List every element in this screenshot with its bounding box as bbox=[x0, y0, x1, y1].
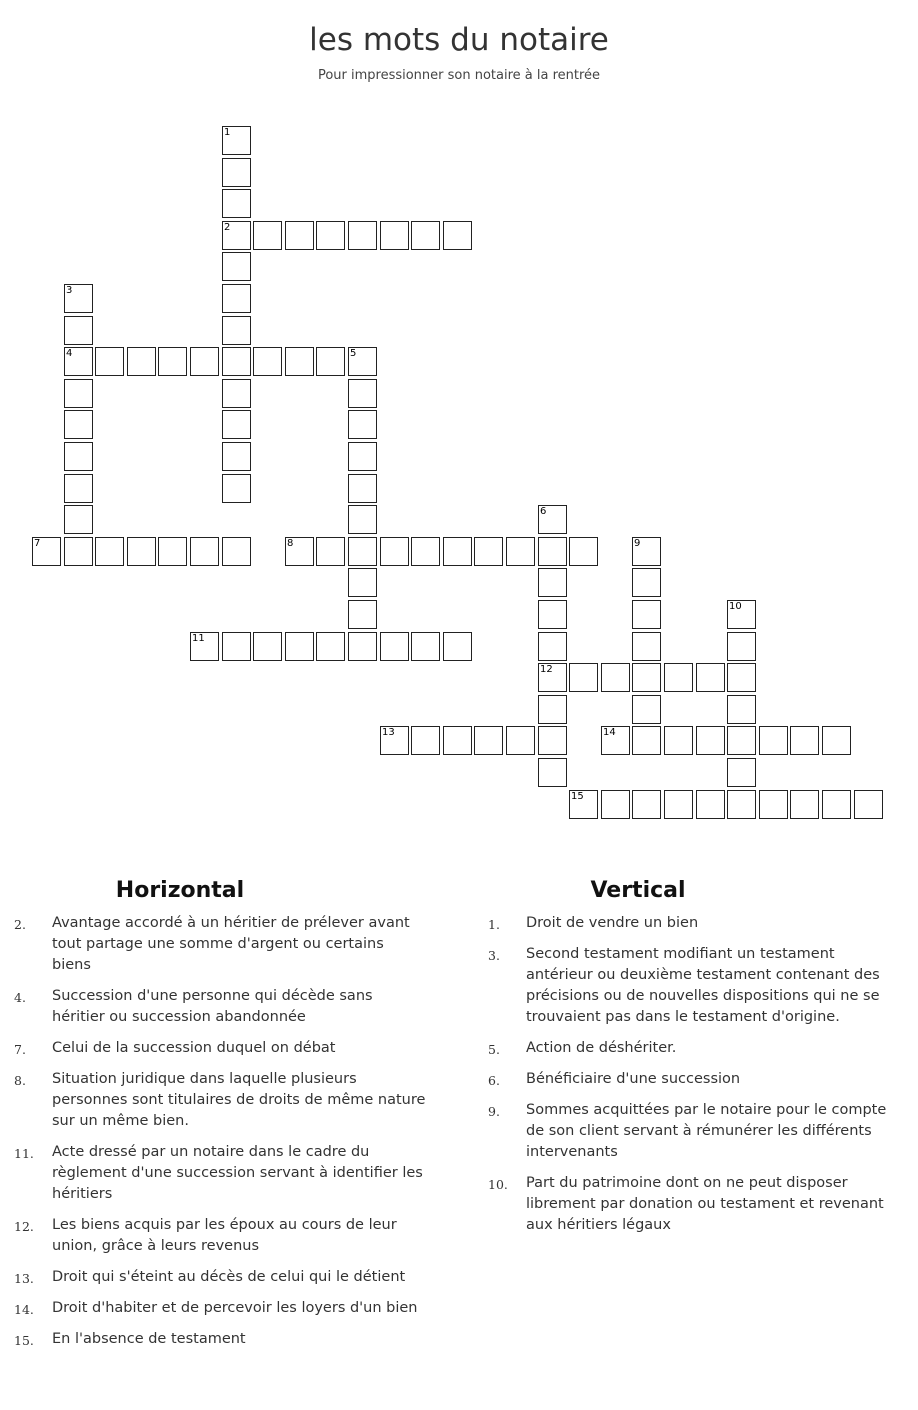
clue-item bbox=[488, 1100, 902, 1163]
grid-clue-number: 7 bbox=[34, 538, 41, 549]
clue-text: Bénéficiaire d'une succession bbox=[526, 1071, 741, 1087]
grid-cell[interactable] bbox=[380, 632, 409, 661]
grid-cell[interactable] bbox=[190, 347, 219, 376]
grid-cell[interactable] bbox=[253, 221, 282, 250]
grid-cell[interactable] bbox=[127, 537, 156, 566]
clue-item bbox=[488, 1173, 902, 1236]
grid-cell[interactable] bbox=[316, 347, 345, 376]
grid-cell[interactable] bbox=[190, 632, 219, 661]
clue-number: 12. bbox=[14, 1219, 34, 1234]
clue-item bbox=[488, 913, 902, 934]
grid-clue-number: 5 bbox=[350, 348, 357, 359]
clue-item bbox=[14, 986, 426, 1028]
grid-cell[interactable] bbox=[538, 695, 567, 724]
vertical-heading: Vertical bbox=[590, 878, 686, 903]
grid-cell[interactable] bbox=[64, 442, 93, 471]
grid-cell[interactable] bbox=[443, 221, 472, 250]
grid-cell[interactable] bbox=[127, 347, 156, 376]
grid-cell[interactable] bbox=[222, 379, 251, 408]
grid-cell[interactable] bbox=[64, 379, 93, 408]
grid-cell[interactable] bbox=[348, 442, 377, 471]
grid-clue-number: 13 bbox=[382, 727, 395, 738]
grid-cell[interactable] bbox=[727, 790, 756, 819]
clue-number: 11. bbox=[14, 1146, 34, 1161]
grid-cell[interactable] bbox=[569, 663, 598, 692]
grid-cell[interactable] bbox=[696, 726, 725, 755]
grid-clue-number: 1 bbox=[224, 127, 231, 138]
grid-cell[interactable] bbox=[538, 600, 567, 629]
grid-cell[interactable] bbox=[538, 537, 567, 566]
clue-item bbox=[14, 1329, 426, 1350]
grid-cell[interactable] bbox=[632, 537, 661, 566]
grid-cell[interactable] bbox=[222, 221, 251, 250]
clue-text: Avantage accordé à un héritier de prélever avant tout partage une somme d'argent ou certains biens bbox=[52, 915, 410, 973]
grid-cell[interactable] bbox=[348, 600, 377, 629]
grid-cell[interactable] bbox=[538, 758, 567, 787]
grid-cell[interactable] bbox=[348, 379, 377, 408]
grid-cell[interactable] bbox=[790, 790, 819, 819]
grid-cell[interactable] bbox=[632, 726, 661, 755]
grid-cell[interactable] bbox=[538, 726, 567, 755]
grid-cell[interactable] bbox=[285, 221, 314, 250]
grid-cell[interactable] bbox=[158, 347, 187, 376]
grid-cell[interactable] bbox=[727, 758, 756, 787]
clue-number: 6. bbox=[488, 1073, 500, 1088]
clue-item bbox=[14, 1142, 426, 1205]
clue-item bbox=[14, 1267, 426, 1288]
grid-cell[interactable] bbox=[64, 474, 93, 503]
grid-cell[interactable] bbox=[538, 505, 567, 534]
grid-cell[interactable] bbox=[727, 600, 756, 629]
page-title: les mots du notaire bbox=[309, 22, 609, 58]
grid-cell[interactable] bbox=[222, 632, 251, 661]
grid-clue-number: 15 bbox=[571, 791, 584, 802]
clue-number: 15. bbox=[14, 1333, 34, 1348]
grid-cell[interactable] bbox=[158, 537, 187, 566]
clue-number: 3. bbox=[488, 948, 500, 963]
grid-cell[interactable] bbox=[348, 537, 377, 566]
grid-cell[interactable] bbox=[32, 537, 61, 566]
grid-cell[interactable] bbox=[727, 663, 756, 692]
grid-cell[interactable] bbox=[222, 316, 251, 345]
clue-number: 4. bbox=[14, 990, 26, 1005]
grid-cell[interactable] bbox=[222, 474, 251, 503]
clue-item bbox=[488, 1038, 902, 1059]
grid-cell[interactable] bbox=[727, 632, 756, 661]
clue-item bbox=[14, 913, 426, 976]
grid-cell[interactable] bbox=[348, 221, 377, 250]
grid-cell[interactable] bbox=[316, 537, 345, 566]
grid-cell[interactable] bbox=[95, 347, 124, 376]
grid-cell[interactable] bbox=[222, 252, 251, 281]
grid-cell[interactable] bbox=[64, 284, 93, 313]
clue-text: Droit d'habiter et de percevoir les loyers d'un bien bbox=[52, 1300, 418, 1316]
grid-cell[interactable] bbox=[95, 537, 124, 566]
grid-cell[interactable] bbox=[222, 126, 251, 155]
grid-cell[interactable] bbox=[64, 537, 93, 566]
grid-cell[interactable] bbox=[854, 790, 883, 819]
grid-cell[interactable] bbox=[664, 790, 693, 819]
grid-cell[interactable] bbox=[601, 790, 630, 819]
grid-cell[interactable] bbox=[64, 505, 93, 534]
grid-cell[interactable] bbox=[285, 347, 314, 376]
grid-cell[interactable] bbox=[348, 347, 377, 376]
clue-number: 1. bbox=[488, 917, 500, 932]
clue-number: 9. bbox=[488, 1104, 500, 1119]
grid-cell[interactable] bbox=[380, 221, 409, 250]
clue-number: 13. bbox=[14, 1271, 34, 1286]
grid-cell[interactable] bbox=[222, 442, 251, 471]
grid-cell[interactable] bbox=[222, 284, 251, 313]
grid-cell[interactable] bbox=[474, 726, 503, 755]
grid-cell[interactable] bbox=[569, 537, 598, 566]
grid-cell[interactable] bbox=[222, 347, 251, 376]
grid-cell[interactable] bbox=[759, 726, 788, 755]
grid-cell[interactable] bbox=[253, 347, 282, 376]
grid-cell[interactable] bbox=[601, 663, 630, 692]
clue-text: Second testament modifiant un testament antérieur ou deuxième testament contenant des précisions ou de nouvelles dispositions qui ne se trouvaient pas dans le testament d'origine. bbox=[526, 946, 880, 1025]
clue-item bbox=[488, 944, 902, 1028]
clue-item bbox=[14, 1298, 426, 1319]
clue-item bbox=[488, 1069, 902, 1090]
grid-clue-number: 12 bbox=[540, 664, 553, 675]
clue-item bbox=[14, 1038, 426, 1059]
clue-text: Action de déshériter. bbox=[526, 1040, 677, 1056]
grid-clue-number: 9 bbox=[634, 538, 641, 549]
grid-cell[interactable] bbox=[632, 568, 661, 597]
clue-text: Droit qui s'éteint au décès de celui qui le détient bbox=[52, 1269, 406, 1285]
clue-number: 7. bbox=[14, 1042, 26, 1057]
grid-cell[interactable] bbox=[316, 221, 345, 250]
clue-text: Sommes acquittées par le notaire pour le compte de son client servant à rémunérer les différents intervenants bbox=[526, 1102, 887, 1160]
grid-clue-number: 4 bbox=[66, 348, 73, 359]
grid-clue-number: 3 bbox=[66, 285, 73, 296]
grid-cell[interactable] bbox=[506, 537, 535, 566]
grid-cell[interactable] bbox=[222, 537, 251, 566]
horizontal-heading: Horizontal bbox=[115, 878, 245, 903]
grid-cell[interactable] bbox=[316, 632, 345, 661]
grid-cell[interactable] bbox=[790, 726, 819, 755]
clue-item bbox=[14, 1215, 426, 1257]
clue-number: 14. bbox=[14, 1302, 34, 1317]
grid-cell[interactable] bbox=[696, 663, 725, 692]
grid-cell[interactable] bbox=[601, 726, 630, 755]
grid-cell[interactable] bbox=[348, 632, 377, 661]
grid-cell[interactable] bbox=[696, 790, 725, 819]
grid-cell[interactable] bbox=[411, 537, 440, 566]
grid-cell[interactable] bbox=[538, 663, 567, 692]
grid-cell[interactable] bbox=[632, 663, 661, 692]
grid-cell[interactable] bbox=[443, 537, 472, 566]
page-subtitle: Pour impressionner son notaire à la rentrée bbox=[317, 68, 601, 83]
grid-cell[interactable] bbox=[632, 790, 661, 819]
grid-cell[interactable] bbox=[285, 632, 314, 661]
grid-clue-number: 10 bbox=[729, 601, 742, 612]
grid-cell[interactable] bbox=[727, 726, 756, 755]
clue-text: Acte dressé par un notaire dans le cadre du règlement d'une succession servant à identifier les héritiers bbox=[52, 1144, 423, 1202]
grid-cell[interactable] bbox=[64, 410, 93, 439]
clue-text: Les biens acquis par les époux au cours de leur union, grâce à leurs revenus bbox=[52, 1217, 397, 1254]
clue-number: 10. bbox=[488, 1177, 508, 1192]
grid-cell[interactable] bbox=[443, 726, 472, 755]
clue-text: Succession d'une personne qui décède sans héritier ou succession abandonnée bbox=[52, 988, 373, 1025]
clue-text: Situation juridique dans laquelle plusieurs personnes sont titulaires de droits de même nature sur un même bien. bbox=[52, 1071, 426, 1129]
grid-cell[interactable] bbox=[64, 347, 93, 376]
grid-cell[interactable] bbox=[506, 726, 535, 755]
clue-text: Celui de la succession duquel on débat bbox=[52, 1040, 336, 1056]
grid-cell[interactable] bbox=[380, 726, 409, 755]
grid-cell[interactable] bbox=[569, 790, 598, 819]
horizontal-clues bbox=[14, 878, 426, 1350]
grid-cell[interactable] bbox=[348, 474, 377, 503]
grid-cell[interactable] bbox=[411, 221, 440, 250]
grid-cell[interactable] bbox=[348, 410, 377, 439]
grid-cell[interactable] bbox=[538, 632, 567, 661]
clue-item bbox=[14, 1069, 426, 1132]
grid-cell[interactable] bbox=[822, 790, 851, 819]
grid-cell[interactable] bbox=[285, 537, 314, 566]
grid-cell[interactable] bbox=[538, 568, 567, 597]
clue-number: 8. bbox=[14, 1073, 26, 1088]
grid-cell[interactable] bbox=[222, 158, 251, 187]
grid-cell[interactable] bbox=[443, 632, 472, 661]
grid-clue-number: 11 bbox=[192, 633, 205, 644]
grid-cell[interactable] bbox=[380, 537, 409, 566]
grid-cell[interactable] bbox=[632, 600, 661, 629]
vertical-clues bbox=[488, 878, 902, 1236]
grid-cell[interactable] bbox=[190, 537, 219, 566]
clue-number: 2. bbox=[14, 917, 26, 932]
clue-text: Part du patrimoine dont on ne peut disposer librement par donation ou testament et revenant aux héritiers légaux bbox=[526, 1175, 884, 1233]
grid-cell[interactable] bbox=[222, 189, 251, 218]
grid-cell[interactable] bbox=[222, 410, 251, 439]
grid-cell[interactable] bbox=[411, 726, 440, 755]
clue-number: 5. bbox=[488, 1042, 500, 1057]
grid-cell[interactable] bbox=[664, 663, 693, 692]
grid-cell[interactable] bbox=[411, 632, 440, 661]
grid-clue-number: 14 bbox=[603, 727, 616, 738]
grid-cell[interactable] bbox=[64, 316, 93, 345]
grid-cell[interactable] bbox=[664, 726, 693, 755]
grid-cell[interactable] bbox=[348, 568, 377, 597]
grid-cell[interactable] bbox=[822, 726, 851, 755]
grid-cell[interactable] bbox=[632, 632, 661, 661]
grid-cell[interactable] bbox=[474, 537, 503, 566]
grid-clue-number: 6 bbox=[540, 506, 547, 517]
grid-cell[interactable] bbox=[253, 632, 282, 661]
grid-cell[interactable] bbox=[759, 790, 788, 819]
grid-clue-number: 2 bbox=[224, 222, 231, 233]
grid-clue-number: 8 bbox=[287, 538, 294, 549]
grid-cell[interactable] bbox=[348, 505, 377, 534]
grid-cell[interactable] bbox=[632, 695, 661, 724]
grid-cell[interactable] bbox=[727, 695, 756, 724]
clue-text: En l'absence de testament bbox=[52, 1331, 246, 1347]
clue-text: Droit de vendre un bien bbox=[526, 915, 699, 931]
